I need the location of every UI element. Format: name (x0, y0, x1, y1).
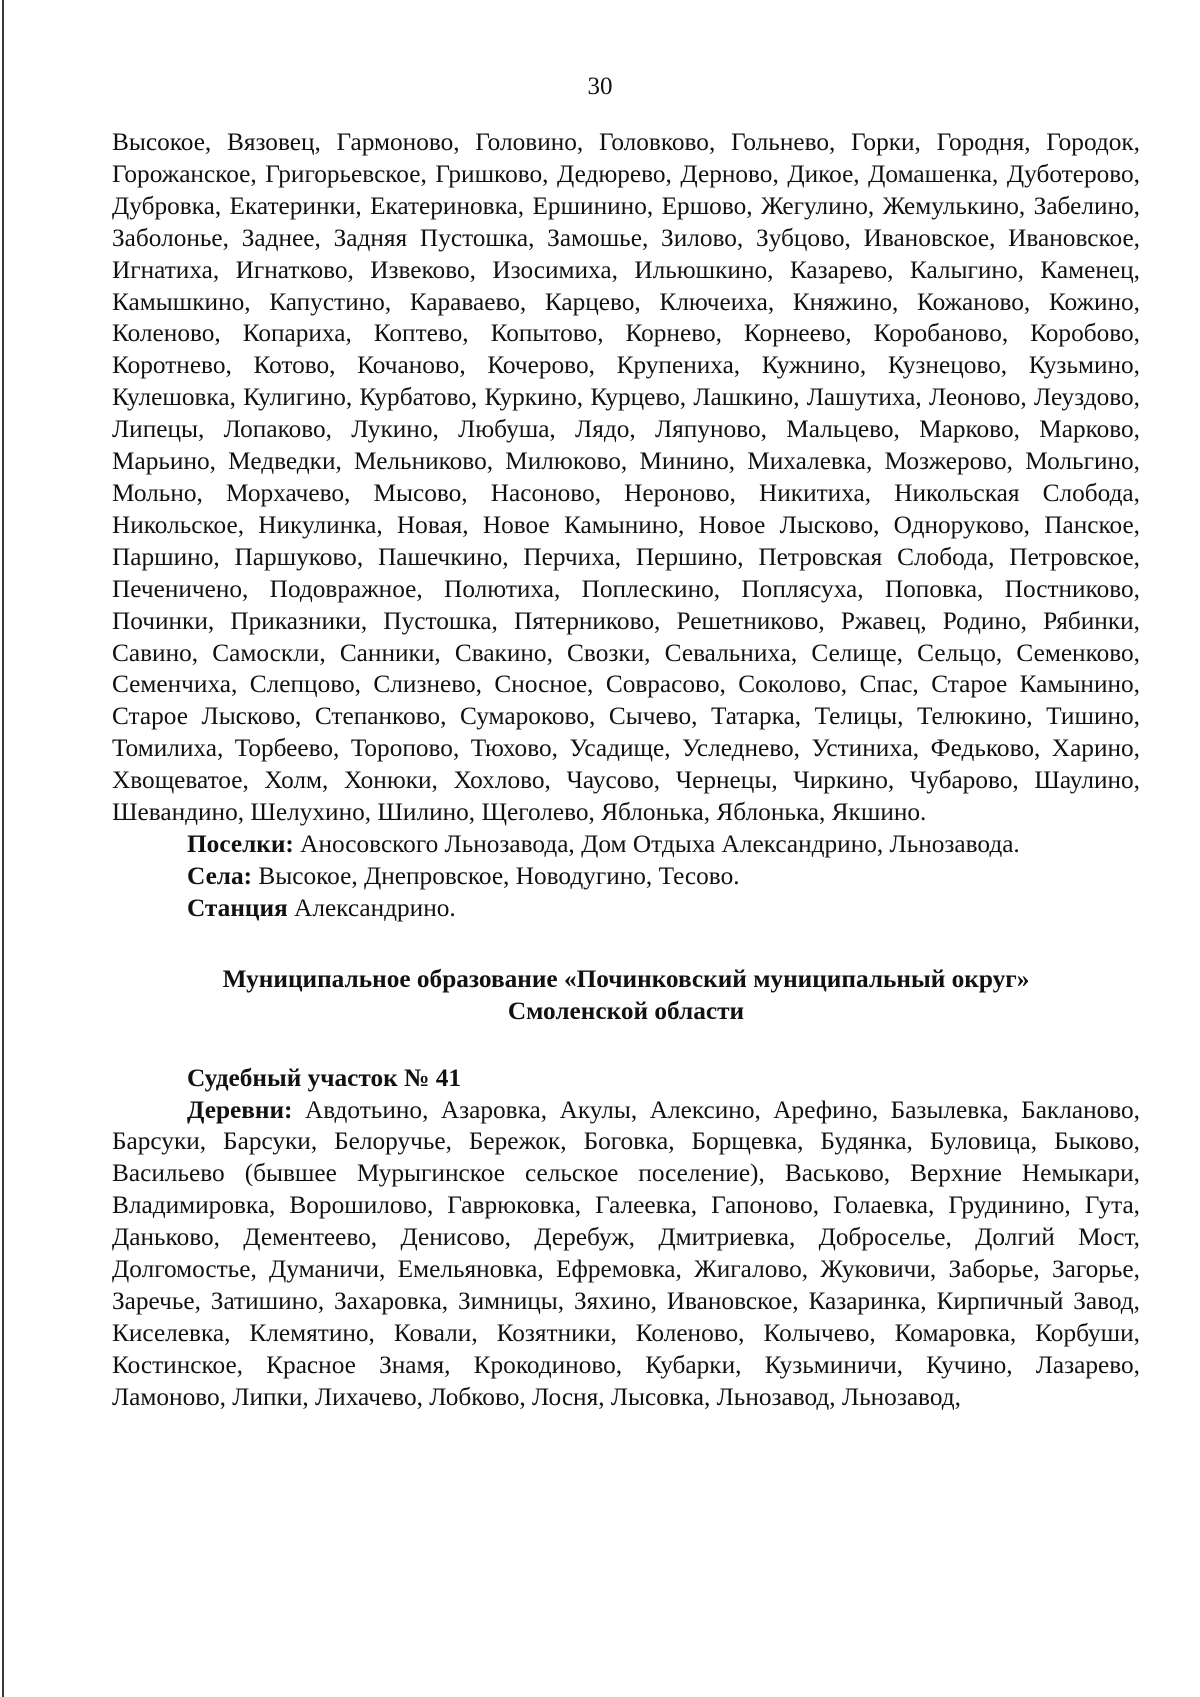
station-text: Александрино. (287, 893, 456, 922)
settlements-text: Аносовского Льнозавода, Дом Отдыха Александрино, Льнозавода. (293, 829, 1020, 858)
villages-list-continued: Высокое, Вязовец, Гармоново, Головино, Головково, Гольнево, Горки, Городня, Городок, Горожанское, Григорьевское, Гришково, Дедюрево, Дерново, Дикое, Домашенка, Дуботерово, Дубровка, Екатеринки, Екатериновка, Ершинино, Ершово, Жегулино, Жемулькино, Забелино, Заболонье, Заднее, Задняя Пустошка, Замошье, Зилово, Зубцово, Ивановское, Ивановское, Игнатиха, Игнатково, Извеково, Изосимиха, Ильюшкино, Казарево, Калыгино, Каменец, Камышкино, Капустино, Караваево, Карцево, Ключеиха, Княжино, Кожаново, Кожино, Коленово, Копариха, Коптево, Копытово, Корнево, Корнеево, Коробаново, Коробово, Коротнево, Котово, Кочаново, Кочерово, Крупениха, Кужнино, Кузнецово, Кузьмино, Кулешовка, Кулигино, Курбатово, Куркино, Курцево, Лашкино, Лашутиха, Леоново, Леуздово, Липецы, Лопаково, Лукино, Любуша, Лядо, Ляпуново, Мальцево, Марково, Марково, Марьино, Медведки, Мельниково, Милюково, Минино, Михалевка, Мозжерово, Мольгино, Мольно, Морхачево, Мысово, Насоново, Нероново, Никитиха, Никольская Слобода, Никольское, Никулинка, Новая, Новое Камынино, Новое Лысково, Одноруково, Панское, Паршино, Паршуково, Пашечкино, Перчиха, Першино, Петровская Слобода, Петровское, Печеничено, Подовражное, Полютиха, Поплескино, Поплясуха, Поповка, Постниково, Починки, Приказники, Пустошка, Пятерниково, Решетниково, Ржавец, Родино, Рябинки, Савино, Самоскли, Санники, Свакино, Свозки, Севальниха, Селище, Сельцо, Семенково, Семенчиха, Слепцово, Слизнево, Сносное, Соврасово, Соколово, Спас, Старое Камынино, Старое Лысково, Степанково, Сумароково, Сычево, Татарка, Телицы, Телюкино, Тишино, Томилиха, Торбеево, Торопово, Тюхово, Усадище, Уследнево, Устиниха, Федьково, Харино, Хвощеватое, Холм, Хонюки, Хохлово, Чаусово, Чернецы, Чиркино, Чубарово, Шаулино, Шевандино, Шелухино, Шилино, Щеголево, Яблонька, Яблонька, Якшино. (112, 128, 1140, 827)
selo-line (112, 861, 1140, 893)
municipality-heading-line2: Смоленской области (507, 996, 745, 1025)
binding-edge-line (2, 0, 4, 1697)
district-villages-paragraph (112, 1095, 1140, 1414)
district-villages-text: Авдотьино, Азаровка, Акулы, Алексино, Арефино, Базылевка, Бакланово, Барсуки, Барсуки, Белоручье, Бережок, Боговка, Борщевка, Будянка, Буловица, Быково, Васильево (бывшее Мурыгинское сельское поселение), Васьково, Верхние Немыкари, Владимировка, Ворошилово, Гаврюковка, Галеевка, Гапоново, Голаевка, Грудинино, Гута, Даньково, Дементеево, Денисово, Деребуж, Дмитриевка, Доброселье, Долгий Мост, Долгомостье, Думаничи, Емельяновка, Ефремовка, Жигалово, Жуковичи, Заборье, Загорье, Заречье, Затишино, Захаровка, Зимницы, Зяхино, Ивановское, Казаринка, Кирпичный Завод, Киселевка, Клемятино, Ковали, Козятники, Коленово, Колычево, Комаровка, Корбуши, Костинское, Красное Знамя, Крокодиново, Кубарки, Кузьминичи, Кучино, Лазарево, Ламоново, Липки, Лихачево, Лобково, Лосня, Лысовка, Льнозавод, Льнозавод, (112, 1095, 1140, 1411)
page-number: 30 (587, 73, 613, 100)
station-label: Станция (187, 893, 288, 922)
settlements-label: Поселки: (187, 829, 294, 858)
station-line (112, 893, 1140, 925)
document-body (112, 127, 1140, 1414)
municipality-heading-line1: Муниципальное образование «Починковский муниципальный округ» (222, 964, 1030, 993)
selo-label: Села: (187, 861, 253, 890)
selo-text: Высокое, Днепровское, Новодугино, Тесово. (252, 861, 740, 890)
district-title: Судебный участок № 41 (187, 1063, 462, 1092)
municipality-heading (112, 963, 1140, 1027)
settlements-line (112, 829, 1140, 861)
district-villages-label: Деревни: (187, 1095, 293, 1124)
